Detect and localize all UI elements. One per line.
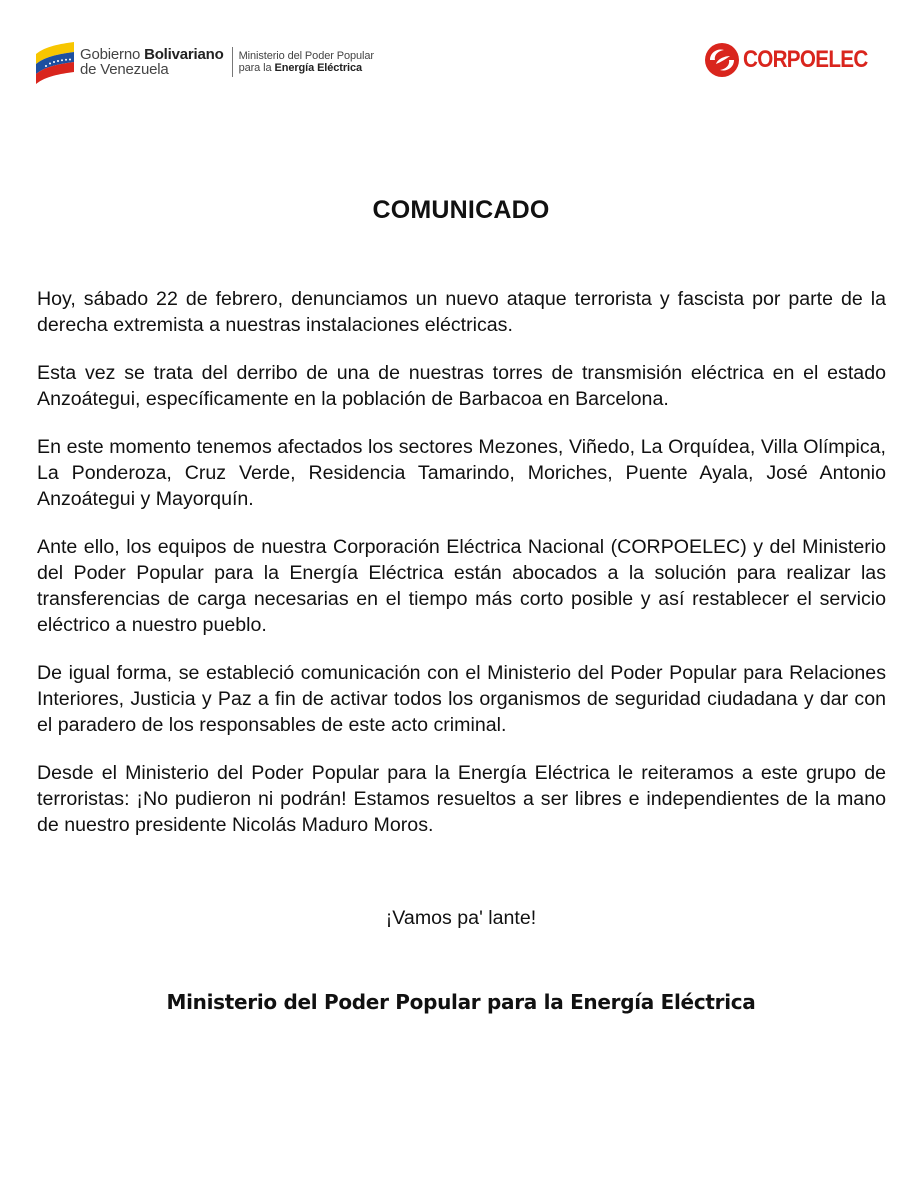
paragraph-5: De igual forma, se estableció comunicación con el Ministerio del Poder Popular para Relaciones Interiores, Justicia y Paz a fin de activar todos los organismos de seguridad ciudadana y dar con el paradero de los responsables de este acto criminal. <box>37 662 886 736</box>
corpoelec-logo <box>704 42 889 78</box>
ministry-line1: Ministerio del Poder Popular <box>238 50 374 62</box>
corpoelec-wordmark: CORPOELEC <box>743 46 868 73</box>
ministry-line2-regular: para la <box>238 62 275 74</box>
government-logo <box>34 40 374 84</box>
logo-divider <box>232 47 233 77</box>
paragraph-6: Desde el Ministerio del Poder Popular para la Energía Eléctrica le reiteramos a este grupo de terroristas: ¡No pudieron ni podrán! Estamos resueltos a ser libres e independientes de la mano de nuestro presidente Nicolás Maduro Moros. <box>37 762 886 836</box>
government-name <box>80 47 224 77</box>
paragraph-4: Ante ello, los equipos de nuestra Corporación Eléctrica Nacional (CORPOELEC) y del Ministerio del Poder Popular para la Energía Eléctrica están abocados a la solución para realizar las transferencias de carga necesarias en el tiempo más corto posible y así restablecer el servicio eléctrico a nuestro pueblo. <box>37 536 886 636</box>
gov-name-line2: de Venezuela <box>80 61 169 78</box>
document-title: COMUNICADO <box>372 196 550 224</box>
ministry-line2-bold: Energía Eléctrica <box>274 62 363 74</box>
paragraph-1: Hoy, sábado 22 de febrero, denunciamos un nuevo ataque terrorista y fascista por parte de la derecha extremista a nuestras instalaciones eléctricas. <box>37 288 886 336</box>
gov-name-regular: Gobierno <box>80 46 145 63</box>
letterhead <box>0 0 922 110</box>
paragraph-2: Esta vez se trata del derribo de una de nuestras torres de transmisión eléctrica en el estado Anzoátegui, específicamente en la población de Barbacoa en Barcelona. <box>37 362 886 410</box>
document-body <box>37 286 886 860</box>
venezuela-flag-icon <box>34 40 76 84</box>
corpoelec-swirl-icon <box>704 42 740 78</box>
gov-name-bold: Bolivariano <box>144 46 224 63</box>
paragraph-3: En este momento tenemos afectados los sectores Mezones, Viñedo, La Orquídea, Villa Olímpica, La Ponderoza, Cruz Verde, Residencia Tamarindo, Moriches, Puente Ayala, José Antonio Anzoátegui y Mayorquín. <box>37 436 886 510</box>
signature: Ministerio del Poder Popular para la Energía Eléctrica <box>166 990 756 1014</box>
closing-line: ¡Vamos pa' lante! <box>385 907 537 929</box>
ministry-name <box>239 50 374 74</box>
